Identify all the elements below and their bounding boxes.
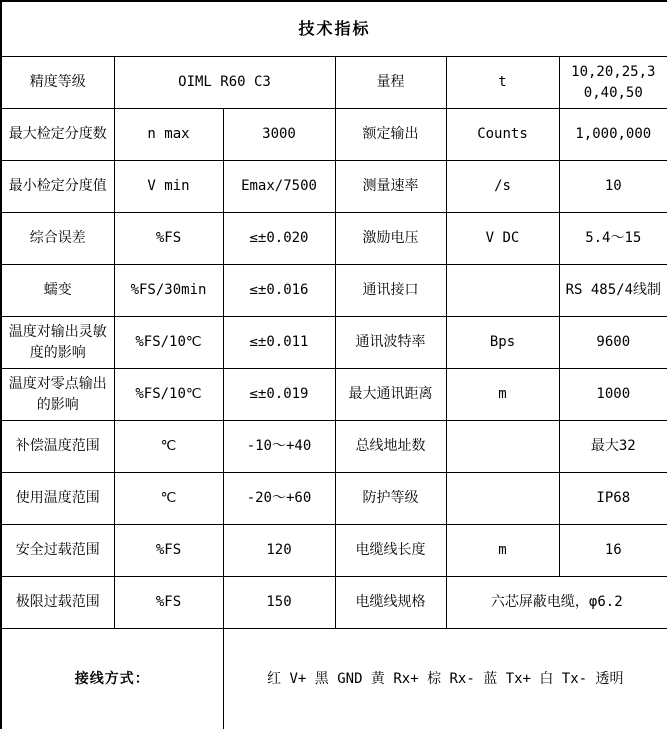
value-left: ≤±0.020 [223,213,335,265]
unit-left: ℃ [114,421,223,473]
table-row [1,161,667,213]
param-label-right: 激励电压 [335,213,446,265]
wiring-row [1,629,667,729]
table-row [1,525,667,577]
param-label-right: 防护等级 [335,473,446,525]
unit-left: %FS/10℃ [114,369,223,421]
table-row [1,213,667,265]
param-label-right: 通讯波特率 [335,317,446,369]
unit-left: V min [114,161,223,213]
param-label-left: 最大检定分度数 [1,109,114,161]
value-right: 六芯屏蔽电缆，φ6.2 [446,577,667,629]
spec-table-title: 技术指标 [1,1,667,57]
param-label-right: 最大通讯距离 [335,369,446,421]
value-right: 5.4～15 [559,213,667,265]
wiring-label: 接线方式： [1,629,223,729]
param-label-left: 蠕变 [1,265,114,317]
unit-right: Counts [446,109,559,161]
unit-right [446,473,559,525]
unit-left: %FS [114,213,223,265]
unit-left: %FS [114,525,223,577]
param-label-right: 额定输出 [335,109,446,161]
value-right: 1,000,000 [559,109,667,161]
value-right: 10 [559,161,667,213]
param-label-right: 通讯接口 [335,265,446,317]
wiring-value: 红 V+ 黑 GND 黄 Rx+ 棕 Rx- 蓝 Tx+ 白 Tx- 透明 [223,629,667,729]
unit-left: %FS [114,577,223,629]
param-label-left: 温度对输出灵敏度的影响 [1,317,114,369]
title-row [1,1,667,57]
unit-left: n max [114,109,223,161]
param-label-left: 安全过载范围 [1,525,114,577]
table-row [1,265,667,317]
table-row [1,577,667,629]
param-label-right: 电缆线长度 [335,525,446,577]
param-label-right: 电缆线规格 [335,577,446,629]
unit-right: t [446,57,559,109]
unit-right [446,421,559,473]
value-left: Emax/7500 [223,161,335,213]
param-label-left: 补偿温度范围 [1,421,114,473]
table-row [1,473,667,525]
value-left: ≤±0.011 [223,317,335,369]
table-row [1,109,667,161]
value-left: OIML R60 C3 [114,57,335,109]
unit-left: %FS/30min [114,265,223,317]
value-left: ≤±0.019 [223,369,335,421]
unit-right: m [446,369,559,421]
value-right: IP68 [559,473,667,525]
param-label-right: 总线地址数 [335,421,446,473]
param-label-right: 量程 [335,57,446,109]
value-left: 120 [223,525,335,577]
value-left: -10～+40 [223,421,335,473]
unit-right: m [446,525,559,577]
unit-right: V DC [446,213,559,265]
unit-right: /s [446,161,559,213]
param-label-left: 极限过载范围 [1,577,114,629]
table-row [1,421,667,473]
value-right: 1000 [559,369,667,421]
param-label-left: 综合误差 [1,213,114,265]
value-right: 9600 [559,317,667,369]
unit-left: ℃ [114,473,223,525]
unit-right: Bps [446,317,559,369]
param-label-left: 最小检定分度值 [1,161,114,213]
value-left: ≤±0.016 [223,265,335,317]
param-label-left: 使用温度范围 [1,473,114,525]
value-right: RS 485/4线制 [559,265,667,317]
param-label-left: 精度等级 [1,57,114,109]
value-left: 150 [223,577,335,629]
param-label-right: 测量速率 [335,161,446,213]
value-left: 3000 [223,109,335,161]
table-row [1,317,667,369]
value-left: -20～+60 [223,473,335,525]
value-right: 10,20,25,30,40,50 [559,57,667,109]
value-right: 16 [559,525,667,577]
value-right: 最大32 [559,421,667,473]
unit-right [446,265,559,317]
unit-left: %FS/10℃ [114,317,223,369]
table-row [1,369,667,421]
table-row [1,57,667,109]
param-label-left: 温度对零点输出的影响 [1,369,114,421]
